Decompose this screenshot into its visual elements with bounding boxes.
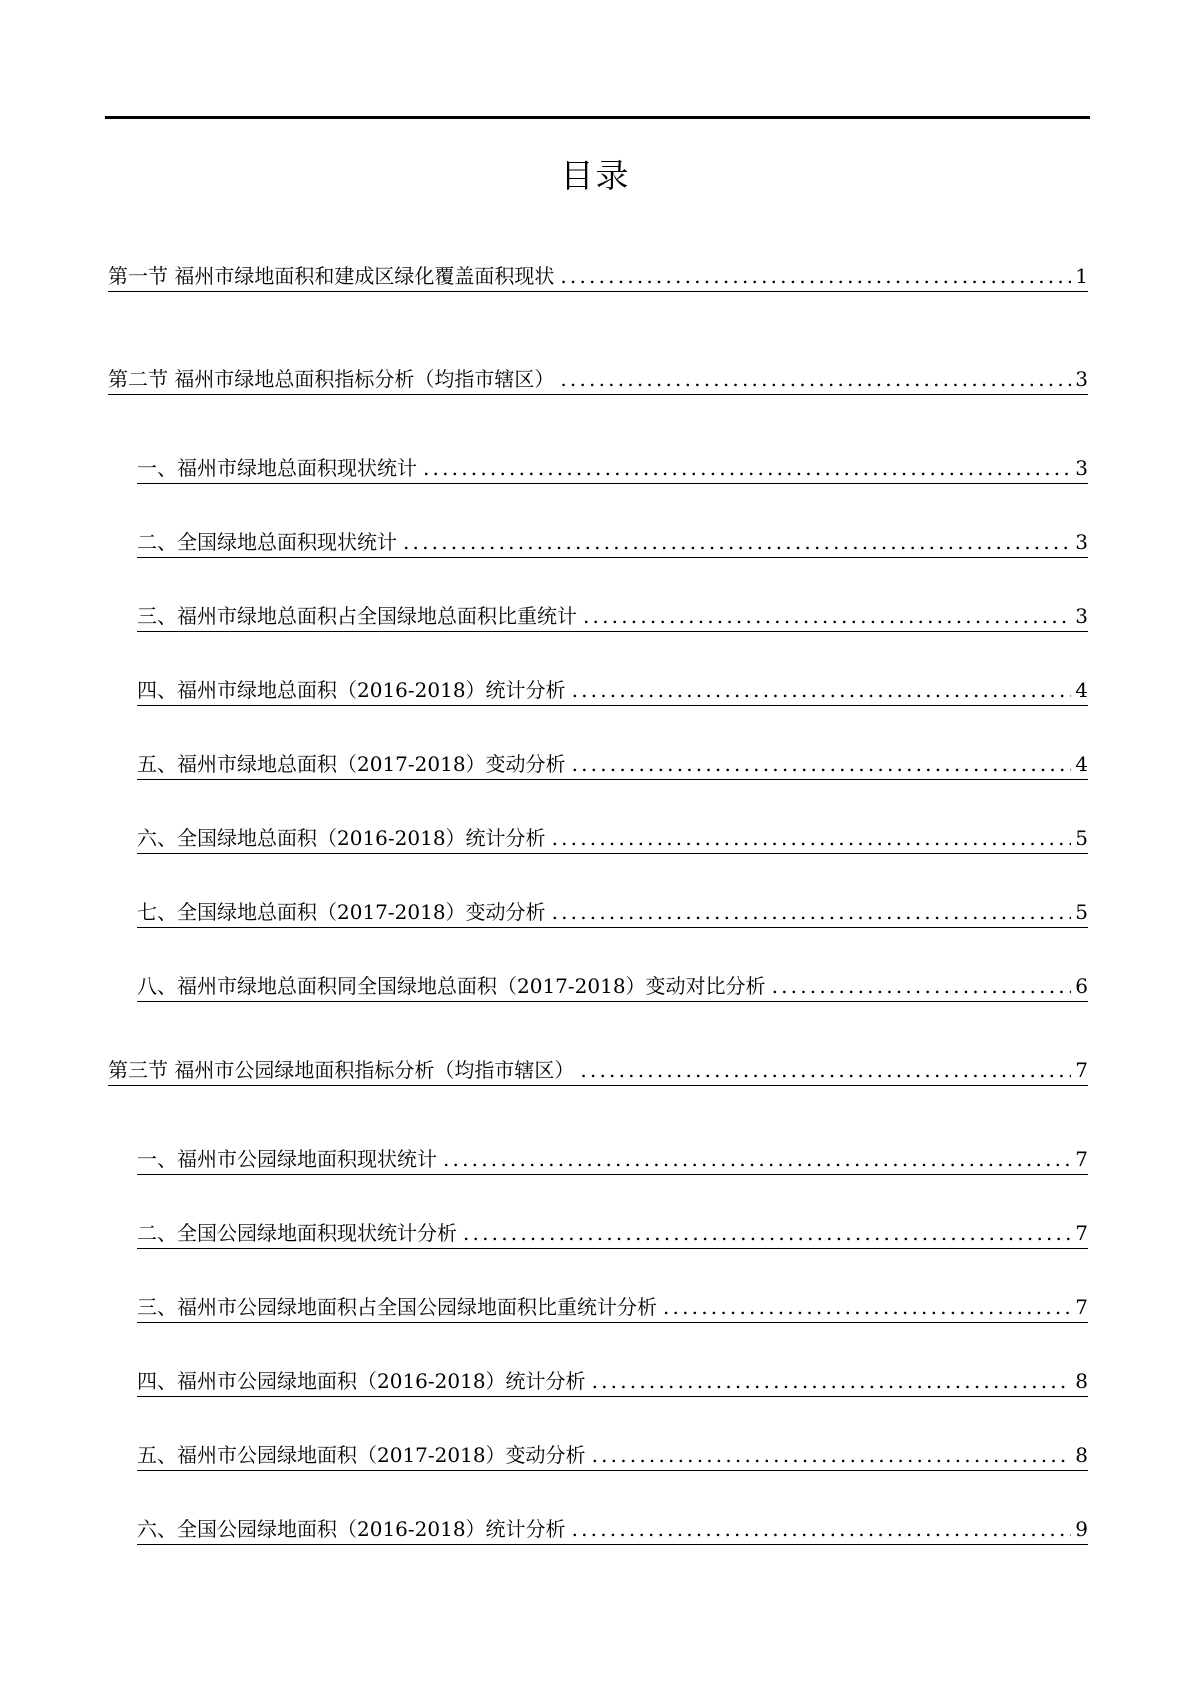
- toc-entry-3-5[interactable]: [137, 1437, 1088, 1471]
- toc-leader-dots: [583, 603, 1071, 629]
- toc-entry-page: 3: [1075, 530, 1088, 554]
- toc-entry-2-2[interactable]: [137, 524, 1088, 558]
- toc-entry-page: 4: [1075, 752, 1088, 776]
- toc-entry-3-2[interactable]: [137, 1215, 1088, 1249]
- toc-entry-text: 第一节 福州市绿地面积和建成区绿化覆盖面积现状: [108, 264, 555, 288]
- toc-entry-page: 3: [1075, 604, 1088, 628]
- toc-entry-page: 8: [1075, 1443, 1088, 1467]
- toc-entry-section-1[interactable]: [108, 258, 1088, 292]
- toc-entry-text: 八、福州市绿地总面积同全国绿地总面积（2017-2018）变动对比分析: [137, 974, 766, 998]
- toc-leader-dots: [423, 455, 1071, 481]
- toc-entry-3-3[interactable]: [137, 1289, 1088, 1323]
- toc-leader-dots: [580, 1057, 1071, 1083]
- toc-entry-3-1[interactable]: [137, 1141, 1088, 1175]
- toc-entry-3-6[interactable]: [137, 1511, 1088, 1545]
- toc-entry-text: 四、福州市公园绿地面积（2016-2018）统计分析: [137, 1369, 586, 1393]
- toc-leader-dots: [403, 529, 1071, 555]
- toc-entry-page: 7: [1075, 1147, 1088, 1171]
- toc-entry-page: 7: [1075, 1221, 1088, 1245]
- toc-entry-3-4[interactable]: [137, 1363, 1088, 1397]
- toc-entry-section-3[interactable]: [108, 1052, 1088, 1086]
- toc-entry-text: 第二节 福州市绿地总面积指标分析（均指市辖区）: [108, 367, 555, 391]
- toc-leader-dots: [592, 1368, 1072, 1394]
- toc-entry-section-2[interactable]: [108, 361, 1088, 395]
- toc-entry-text: 四、福州市绿地总面积（2016-2018）统计分析: [137, 678, 566, 702]
- toc-entry-page: 8: [1075, 1369, 1088, 1393]
- toc-title: 目录: [560, 156, 631, 195]
- toc-entry-2-6[interactable]: [137, 820, 1088, 854]
- toc-leader-dots: [552, 825, 1072, 851]
- toc-entry-text: 第三节 福州市公园绿地面积指标分析（均指市辖区）: [108, 1058, 575, 1082]
- toc-entry-2-3[interactable]: [137, 598, 1088, 632]
- toc-entry-page: 6: [1075, 974, 1088, 998]
- toc-leader-dots: [443, 1146, 1071, 1172]
- toc-entry-2-4[interactable]: [137, 672, 1088, 706]
- toc-leader-dots: [560, 263, 1071, 289]
- toc-leader-dots: [463, 1220, 1071, 1246]
- toc-entry-text: 二、全国绿地总面积现状统计: [137, 530, 397, 554]
- toc-leader-dots: [772, 973, 1072, 999]
- toc-entry-page: 9: [1075, 1517, 1088, 1541]
- toc-leader-dots: [552, 899, 1072, 925]
- toc-leader-dots: [572, 1516, 1072, 1542]
- toc-entry-page: 7: [1075, 1058, 1088, 1082]
- toc-entry-page: 3: [1075, 456, 1088, 480]
- toc-entry-text: 五、福州市绿地总面积（2017-2018）变动分析: [137, 752, 566, 776]
- toc-entry-2-5[interactable]: [137, 746, 1088, 780]
- toc-entry-text: 六、全国公园绿地面积（2016-2018）统计分析: [137, 1517, 566, 1541]
- toc-entry-2-1[interactable]: [137, 450, 1088, 484]
- toc-leader-dots: [572, 751, 1072, 777]
- toc-entry-page: 3: [1075, 367, 1088, 391]
- toc-entry-2-8[interactable]: [137, 968, 1088, 1002]
- toc-entry-text: 一、福州市绿地总面积现状统计: [137, 456, 417, 480]
- toc-entry-text: 三、福州市绿地总面积占全国绿地总面积比重统计: [137, 604, 577, 628]
- toc-entry-text: 七、全国绿地总面积（2017-2018）变动分析: [137, 900, 546, 924]
- toc-entry-text: 六、全国绿地总面积（2016-2018）统计分析: [137, 826, 546, 850]
- toc-entry-page: 4: [1075, 678, 1088, 702]
- toc-leader-dots: [560, 366, 1071, 392]
- toc-entry-2-7[interactable]: [137, 894, 1088, 928]
- toc-leader-dots: [663, 1294, 1071, 1320]
- toc-leader-dots: [592, 1442, 1072, 1468]
- toc-entry-text: 二、全国公园绿地面积现状统计分析: [137, 1221, 457, 1245]
- toc-leader-dots: [572, 677, 1072, 703]
- header-rule: [105, 116, 1090, 119]
- toc-entry-page: 5: [1075, 900, 1088, 924]
- toc-entry-page: 5: [1075, 826, 1088, 850]
- toc-entry-page: 1: [1075, 264, 1088, 288]
- toc-entry-text: 五、福州市公园绿地面积（2017-2018）变动分析: [137, 1443, 586, 1467]
- toc-entry-text: 三、福州市公园绿地面积占全国公园绿地面积比重统计分析: [137, 1295, 657, 1319]
- toc-entry-text: 一、福州市公园绿地面积现状统计: [137, 1147, 437, 1171]
- toc-entry-page: 7: [1075, 1295, 1088, 1319]
